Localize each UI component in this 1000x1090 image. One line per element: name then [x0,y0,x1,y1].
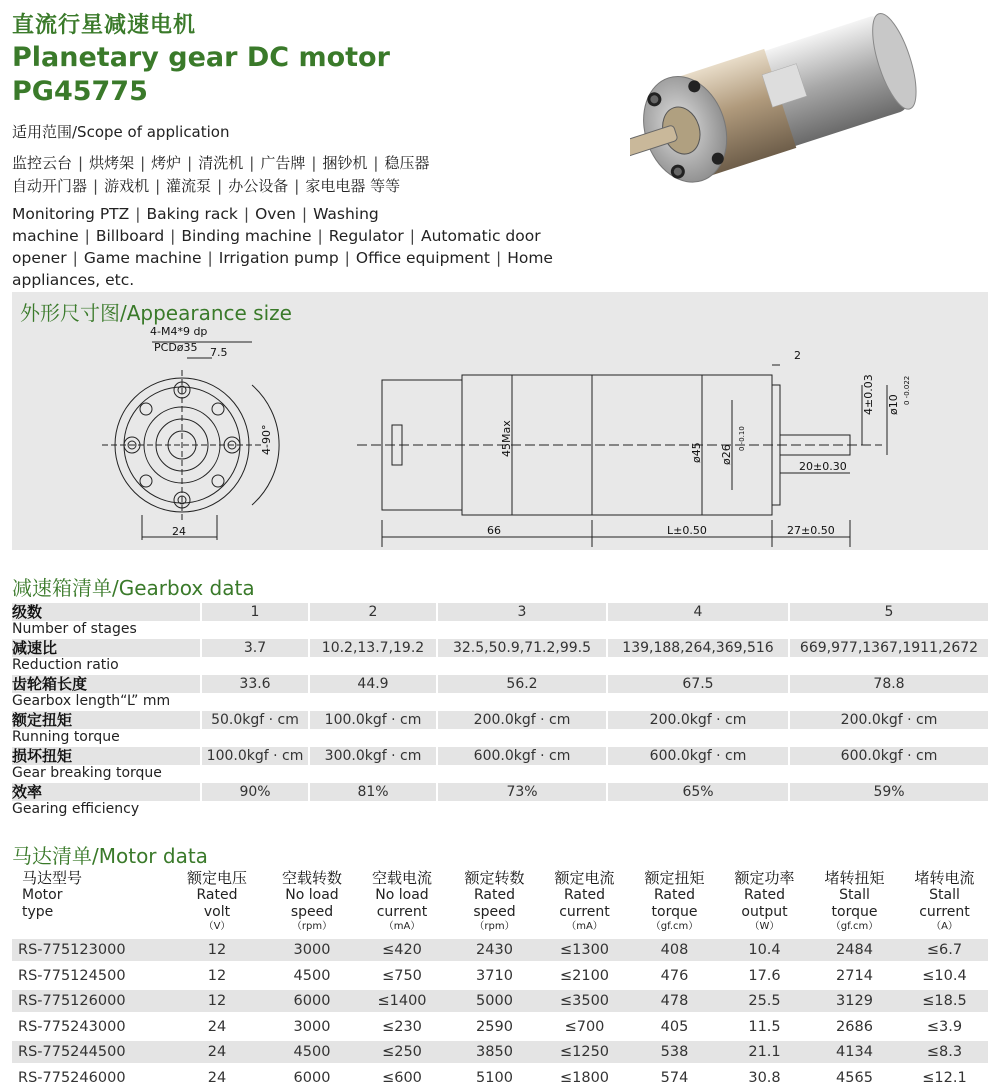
gearbox-label-en: Gearing efficiency [12,801,140,817]
header-en1: Rated [744,887,785,903]
motor-cell: 21.1 [748,1044,781,1060]
header-en2: volt [203,904,231,920]
header-cn: 空载转数 [281,869,342,887]
motor-header-cell [172,870,262,933]
motor-cell: 6000 [293,1069,331,1086]
scope-item: 清洗机 [198,154,244,172]
header-en2: output [741,904,788,920]
header-cn: 额定功率 [734,869,795,887]
gearbox-cell: 44.9 [310,675,436,693]
motor-cell: 2714 [836,967,873,984]
gearbox-row [12,783,988,819]
scope-item: Regulator [328,227,404,245]
motor-cell: RS-775246000 [18,1069,126,1086]
dim-20: 20±0.30 [799,460,847,473]
header-en2: current [376,904,428,920]
motor-cell: 24 [207,1018,227,1035]
gearbox-cell: 200.0kgf · cm [608,711,788,729]
gearbox-cell: 73% [438,783,606,801]
gearbox-cell: 100.0kgf · cm [202,747,308,765]
gearbox-cell: 200.0kgf · cm [790,711,988,729]
header-unit: （rpm） [291,921,333,932]
gearbox-cell: 300.0kgf · cm [310,747,436,765]
motor-cell: 476 [660,967,689,984]
scope-item: 灌流泵 [166,177,212,195]
scope-item: Baking rack [146,205,238,223]
header-en1: Rated [654,887,695,903]
motor-header-cell [357,870,447,933]
motor-cell: ≤18.5 [922,993,967,1009]
motor-cell: 2590 [476,1018,513,1035]
scope-item: 广告牌 [260,154,306,172]
gearbox-cell: 10.2,13.7,19.2 [310,639,436,657]
motor-cell: ≤2100 [559,967,610,984]
separator: | [155,177,161,195]
motor-cell: RS-775124500 [18,967,126,984]
gearbox-title: 减速箱清单/Gearbox data [12,576,255,600]
motor-photo [630,10,930,250]
scope-en-list [12,203,592,291]
gearbox-row [12,639,988,675]
page-title-en: Planetary gear DC motor [12,42,390,73]
gearbox-cell: 65% [608,783,788,801]
motor-cell: 2430 [476,942,513,958]
motor-cell: ≤250 [382,1044,422,1060]
scope-cn-line1 [12,152,572,175]
dim-7-5: 7.5 [210,346,228,359]
motor-cell: 574 [660,1069,689,1086]
motor-cell: 538 [660,1044,689,1060]
gearbox-label-en: Gearbox length“L” mm [12,693,171,709]
motor-cell: 4565 [836,1069,873,1086]
gearbox-cell: 56.2 [438,675,606,693]
dim-26: ø26 [720,444,733,465]
gearbox-cell: 50.0kgf · cm [202,711,308,729]
separator: | [72,249,78,267]
motor-cell: 10.4 [748,942,781,958]
motor-cell: 17.6 [748,967,781,984]
dim-2: 2 [794,349,801,362]
motor-cell: ≤3500 [559,993,610,1009]
scope-item: Game machine [83,249,202,267]
motor-header-cell [627,870,722,933]
motor-cell: ≤1400 [377,993,427,1009]
separator: | [344,249,350,267]
dim-45: ø45 [690,442,703,463]
motor-cell: ≤750 [382,967,422,984]
header-cn: 马达型号 [22,869,83,887]
gearbox-label-en: Gear breaking torque [12,765,162,781]
gearbox-label-cn: 齿轮箱长度 [12,675,88,693]
separator: | [409,227,415,245]
motor-cell: ≤1300 [559,942,610,958]
dim-l: L±0.50 [667,524,707,537]
motor-cell: ≤3.9 [926,1018,963,1035]
scope-item: Irrigation pump [218,249,339,267]
separator: | [135,205,141,223]
gearbox-label-en: Running torque [12,729,120,745]
gearbox-cell: 3 [438,603,606,621]
scope-item: Monitoring PTZ [12,205,130,223]
header-en1: Rated [474,887,515,903]
motor-cell: 4134 [836,1044,873,1060]
scope-item: 办公设备 [228,177,289,195]
separator: | [93,177,99,195]
separator: | [140,154,146,172]
scope-item: Billboard [95,227,165,245]
header-en1: Rated [196,887,238,903]
header-en2: type [22,904,54,920]
header-en2: current [919,904,970,920]
motor-cell: ≤6.7 [926,942,963,958]
dim-26-tol: 0 -0.10 [738,426,746,451]
gearbox-cell: 600.0kgf · cm [438,747,606,765]
gearbox-label-cn: 损坏扭矩 [12,747,73,765]
separator: | [170,227,176,245]
gearbox-cell: 67.5 [608,675,788,693]
header-cn: 空载电流 [371,869,432,887]
model-number: PG45775 [12,76,148,107]
gearbox-label-en: Number of stages [12,621,137,637]
scope-label: 适用范围/Scope of application [12,123,230,141]
header-cn: 额定转数 [464,869,525,887]
gearbox-cell: 59% [790,783,988,801]
motor-cell: RS-775243000 [18,1018,126,1035]
motor-cell: 24 [207,1044,227,1060]
separator: | [249,154,255,172]
motor-cell: 6000 [293,993,331,1009]
header-en1: Rated [564,887,605,903]
motor-cell: ≤10.4 [922,967,967,984]
motor-cell: ≤12.1 [922,1069,967,1086]
motor-cell: ≤1250 [559,1044,610,1060]
motor-row [12,990,988,1012]
motor-cell: 3129 [836,993,873,1009]
header-unit: （A） [931,921,958,932]
dim-27: 27±0.50 [787,524,835,537]
motor-cell: RS-775126000 [18,993,126,1009]
separator: | [207,249,213,267]
dim-angle: 4-90° [260,424,273,455]
dim-4: 4±0.03 [862,374,875,415]
motor-cell: 11.5 [748,1018,781,1035]
gearbox-cell: 5 [790,603,988,621]
gearbox-cell: 90% [202,783,308,801]
motor-cell: 5100 [476,1069,513,1086]
dim-pcd: PCDø35 [154,341,198,354]
dim-24: 24 [172,525,186,538]
gearbox-cell: 139,188,264,369,516 [608,639,788,657]
gearbox-cell: 600.0kgf · cm [790,747,988,765]
scope-item: 自动开门器 [12,177,88,195]
header-cn: 堵转扭矩 [824,869,885,887]
scope-item: Office equipment [355,249,490,267]
motor-cell: 12 [207,942,227,958]
gearbox-cell: 3.7 [202,639,308,657]
motor-cell: RS-775244500 [18,1044,126,1060]
dim-66: 66 [487,524,501,537]
motor-cell: ≤420 [382,942,422,958]
separator: | [84,227,90,245]
gearbox-label-cn: 效率 [12,783,43,801]
gearbox-row [12,711,988,747]
scope-cn-line2 [12,175,572,198]
scope-item: Binding machine [181,227,312,245]
gearbox-cell: 81% [310,783,436,801]
motor-cell: 3710 [476,967,513,984]
separator: | [78,154,84,172]
scope-item: Automatic door opener [12,227,541,267]
separator: | [373,154,379,172]
separator: | [294,177,300,195]
header-unit: （rpm） [474,921,515,932]
gearbox-row [12,675,988,711]
motor-header-cell [807,870,902,933]
separator: | [243,205,250,223]
motor-header-cell [897,870,992,933]
header-en2: current [559,904,610,920]
header-en1: No load [285,887,339,903]
motor-row [12,1067,988,1089]
motor-cell: 405 [660,1018,689,1035]
separator: | [311,154,317,172]
motor-cell: 4500 [293,1044,331,1060]
motor-cell: 5000 [476,993,513,1009]
header-en2: torque [651,904,698,920]
header-unit: （W） [749,921,780,932]
header-en2: torque [831,904,878,920]
separator: | [187,154,193,172]
motor-cell: 3000 [293,1018,331,1035]
header-unit: （gf.cm） [830,921,879,932]
scope-item: Washing machine [12,205,379,245]
motor-cell: 2484 [836,942,873,958]
gearbox-cell: 2 [310,603,436,621]
gearbox-cell: 33.6 [202,675,308,693]
motor-cell: ≤700 [564,1018,605,1035]
gearbox-cell: 32.5,50.9,71.2,99.5 [438,639,606,657]
motor-cell: ≤1800 [559,1069,610,1086]
motor-cell: 30.8 [748,1069,781,1086]
dim-10: ø10 [887,394,900,415]
dim-10-tol: 0 -0.022 [903,375,911,405]
scope-item: 捆钞机 [322,154,368,172]
gearbox-cell: 600.0kgf · cm [608,747,788,765]
header-en1: Motor [22,887,63,903]
gearbox-cell: 669,977,1367,1911,2672 [790,639,988,657]
motor-row [12,965,988,987]
dimension-drawing [12,325,988,547]
gearbox-label-cn: 额定扭矩 [12,711,73,729]
motor-header-cell [267,870,357,933]
scope-item: 稳压器 [384,154,430,172]
motor-row [12,939,988,961]
motor-cell: ≤600 [382,1069,422,1086]
scope-item: Oven [255,205,296,223]
motor-row [12,1041,988,1063]
header-en1: No load [375,887,429,903]
motor-cell: 2686 [836,1018,873,1035]
gearbox-cell: 1 [202,603,308,621]
gearbox-label-cn: 级数 [12,603,43,621]
motor-cell: 3850 [476,1044,513,1060]
gearbox-row [12,747,988,783]
motor-cell: 12 [207,967,227,984]
motor-cell: 25.5 [748,993,781,1009]
gearbox-cell: 100.0kgf · cm [310,711,436,729]
header-en1: Stall [929,887,960,903]
dim-45max: 45Max [500,420,513,457]
motor-header-cell [447,870,542,933]
scope-item: 烘烤架 [89,154,135,172]
motor-cell: 12 [207,993,227,1009]
motor-table-header [12,870,988,936]
scope-item: 监控云台 [12,154,73,172]
header-en1: Stall [839,887,870,903]
separator: | [495,249,502,267]
motor-header-cell [22,870,102,921]
motor-cell: 4500 [293,967,331,984]
header-cn: 堵转电流 [914,869,975,887]
header-en2: speed [290,904,334,920]
scope-item: 游戏机 [104,177,150,195]
gearbox-cell: 78.8 [790,675,988,693]
separator: | [217,177,223,195]
dim-holes: 4-M4*9 dp [150,325,208,338]
motor-cell: ≤230 [382,1018,422,1035]
header-en2: speed [473,904,516,920]
gearbox-label-cn: 减速比 [12,639,58,657]
page-title-cn: 直流行星减速电机 [12,13,197,38]
gearbox-cell: 4 [608,603,788,621]
header-unit: （gf.cm） [650,921,699,932]
separator: | [317,227,323,245]
header-cn: 额定电压 [186,869,247,887]
scope-item: 烤炉 [151,154,182,172]
header-unit: （mA） [566,921,603,932]
motor-cell: 478 [660,993,689,1009]
motor-cell: 24 [207,1069,227,1086]
header-cn: 额定电流 [554,869,615,887]
motor-cell: 408 [660,942,689,958]
motor-title: 马达清单/Motor data [12,844,208,868]
header-unit: （mA） [383,921,421,932]
scope-cn-list [12,152,572,198]
gearbox-cell: 200.0kgf · cm [438,711,606,729]
appearance-title: 外形尺寸图/Appearance size [20,301,292,325]
scope-item: Home appliances, etc. [12,249,553,289]
header-unit: （V） [203,921,231,932]
motor-cell: 3000 [293,942,331,958]
motor-cell: ≤8.3 [926,1044,963,1060]
scope-item: 家电电器 等等 [305,177,401,195]
motor-row [12,1016,988,1038]
separator: | [301,205,308,223]
motor-header-cell [717,870,812,933]
gearbox-label-en: Reduction ratio [12,657,119,673]
motor-cell: RS-775123000 [18,942,126,958]
header-cn: 额定扭矩 [644,869,705,887]
motor-header-cell [537,870,632,933]
gearbox-row [12,603,988,639]
